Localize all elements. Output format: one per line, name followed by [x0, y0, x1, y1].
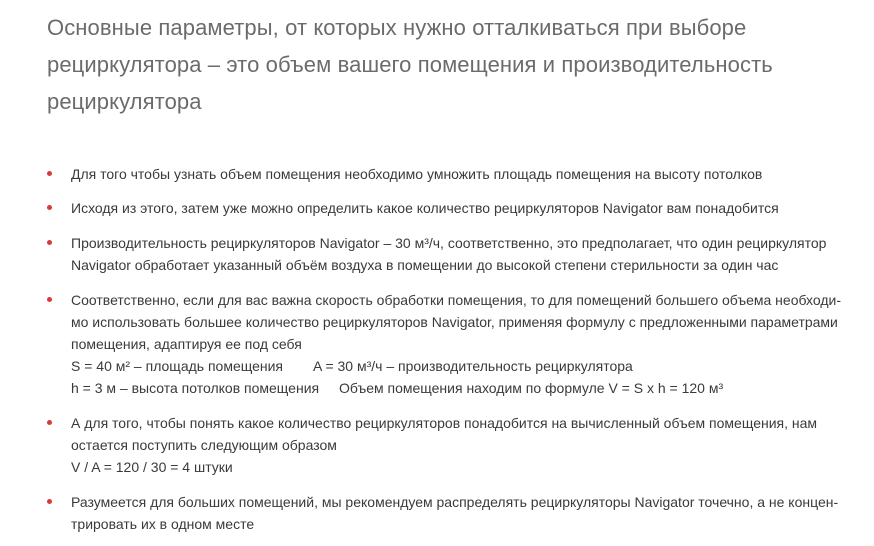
list-item-text [71, 232, 849, 276]
text-line: Navigator обработает указанный объём воздуха в помещении до высокой степени стерильности за один час [71, 257, 779, 273]
bullet-dot [47, 240, 52, 245]
list-item-text [71, 197, 849, 219]
formula-quantity: V / A = 120 / 30 = 4 штуки [71, 459, 233, 475]
bullet-dot [47, 297, 52, 302]
formula-performance: A = 30 м³/ч – производительность рециркулятора [313, 358, 633, 374]
text-line: помещения, адаптируя ее под себя [71, 336, 302, 352]
formula-height: h = 3 м – высота потолков помещения [71, 380, 320, 396]
list-item-text [71, 289, 849, 399]
formula-line-area [71, 355, 849, 377]
formula-volume: Объем помещения находим по формуле V = S x h = 120 м³ [339, 380, 724, 396]
bullet-dot [47, 499, 52, 504]
page-heading: Основные параметры, от которых нужно отталкиваться при выборе рециркулятора – это объем вашего помещения и производительность рециркулятора [47, 15, 773, 114]
text-line: Разумеется для больших помещений, мы рекомендуем распределять рециркуляторы Navigator точечно, а не концен- [71, 494, 839, 510]
text-line: Для того чтобы узнать объем помещения необходимо умножить площадь помещения на высоту потолков [71, 166, 763, 182]
text-line: Соответственно, если для вас важна скорость обработки помещения, то для помещений большего объема необходи- [71, 292, 841, 308]
formula-line-height [71, 377, 849, 399]
bullet-dot [47, 420, 52, 425]
text-line: Производительность рециркуляторов Navigator – 30 м³/ч, соответственно, это предполагает, что один рециркулятор [71, 235, 827, 251]
text-line: мо использовать большее количество рециркуляторов Navigator, применяя формулу с предложенными параметрами [71, 314, 838, 330]
list-item-text [71, 412, 849, 478]
text-line: трировать их в одном месте [71, 516, 255, 532]
bullet-dot [47, 205, 52, 210]
text-line: Исходя из этого, затем уже можно определить какое количество рециркуляторов Navigator вам понадобится [71, 200, 779, 216]
text-line: остается поступить следующим образом [71, 437, 337, 453]
list-item-text [71, 491, 849, 535]
text-line: А для того, чтобы понять какое количество рециркуляторов понадобится на вычисленный объем помещения, нам [71, 415, 818, 431]
list-item-text [71, 163, 849, 185]
bullet-dot [47, 171, 52, 176]
formula-area: S = 40 м² – площадь помещения [71, 358, 284, 374]
